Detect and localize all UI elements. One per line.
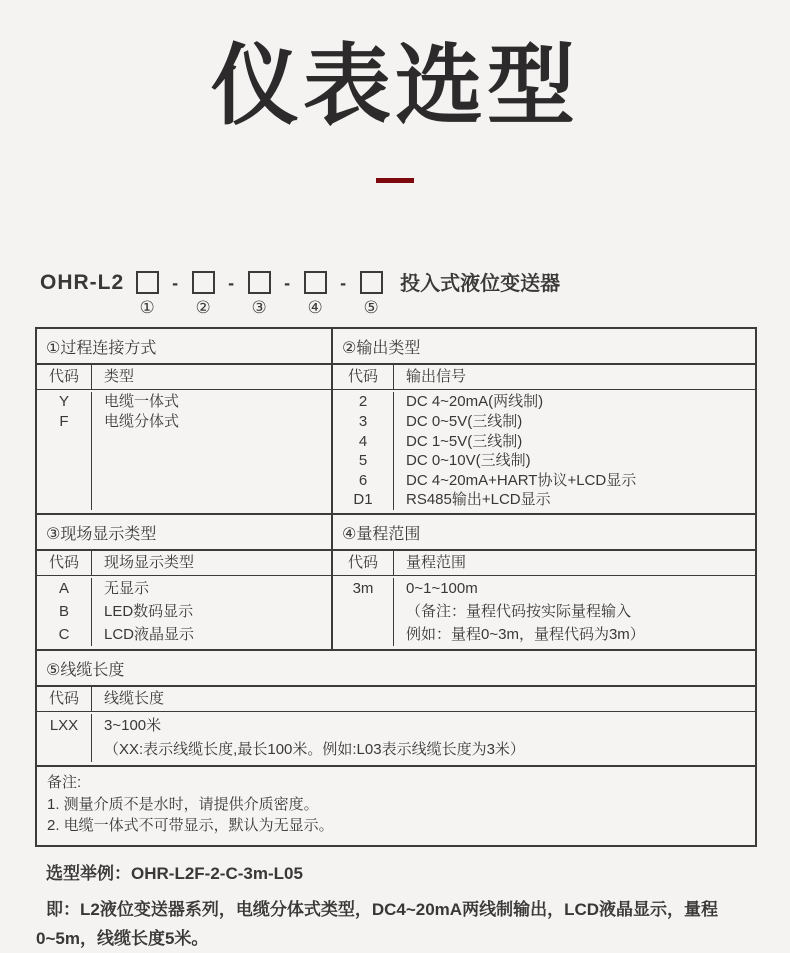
page-title: 仪表选型 bbox=[210, 36, 579, 135]
model-dash: - bbox=[284, 273, 291, 294]
value-column bbox=[92, 714, 755, 762]
col-header-code: 代码 bbox=[37, 687, 92, 711]
model-dash: - bbox=[228, 273, 235, 294]
code-cell: C bbox=[58, 625, 70, 643]
section-cable-length bbox=[37, 651, 755, 767]
value-cell: 3~100米 bbox=[104, 717, 162, 735]
value-cell: RS485输出+LCD显示 bbox=[406, 491, 551, 509]
value-cell: DC 0~10V(三线制) bbox=[406, 452, 531, 470]
value-cell: 无显示 bbox=[104, 579, 150, 597]
code-box-5 bbox=[360, 271, 383, 294]
value-cell: DC 4~20mA(两线制) bbox=[406, 393, 544, 411]
section-2-body bbox=[333, 390, 755, 513]
section-4-body bbox=[333, 576, 755, 649]
model-prefix: OHR-L2 bbox=[40, 271, 125, 295]
code-cell: D1 bbox=[353, 491, 373, 509]
code-cell: 3 bbox=[358, 412, 368, 430]
model-slot-1 bbox=[134, 271, 160, 317]
section-1-header: ①过程连接方式 bbox=[37, 329, 331, 365]
example-code-line bbox=[36, 862, 764, 886]
title-accent-dash bbox=[376, 178, 414, 183]
section-3-body bbox=[37, 576, 331, 649]
range-note-line: （备注：量程代码按实际量程输入 bbox=[406, 602, 632, 620]
model-code-line bbox=[40, 271, 790, 317]
example-label: 选型举例： bbox=[46, 863, 131, 883]
section-display-type bbox=[37, 515, 333, 649]
col-header-display: 现场显示类型 bbox=[104, 553, 195, 571]
table-band-1 bbox=[37, 329, 755, 515]
value-column bbox=[394, 578, 755, 646]
code-column bbox=[37, 714, 92, 762]
value-cell: LCD液晶显示 bbox=[104, 625, 195, 643]
code-box-4 bbox=[304, 271, 327, 294]
section-5-header: ⑤线缆长度 bbox=[37, 651, 755, 687]
section-4-header: ④量程范围 bbox=[333, 515, 755, 551]
code-cell: 2 bbox=[358, 393, 368, 411]
value-cell: 电缆分体式 bbox=[104, 412, 180, 430]
value-cell: 0~1~100m bbox=[406, 579, 478, 597]
value-cell: 电缆一体式 bbox=[104, 393, 180, 411]
code-column bbox=[37, 392, 92, 510]
col-header-code: 代码 bbox=[37, 365, 92, 389]
section-1-body bbox=[37, 390, 331, 513]
value-cell: DC 1~5V(三线制) bbox=[406, 432, 523, 450]
position-number-4: ④ bbox=[307, 298, 323, 318]
col-header-cable: 线缆长度 bbox=[104, 690, 165, 708]
section-1-col-headers bbox=[37, 365, 331, 390]
section-3-header: ③现场显示类型 bbox=[37, 515, 331, 551]
code-cell: 3m bbox=[352, 579, 374, 597]
model-slot-4 bbox=[302, 271, 328, 317]
col-header-signal: 输出信号 bbox=[406, 368, 467, 386]
code-box-2 bbox=[192, 271, 215, 294]
cable-note-line: （XX:表示线缆长度,最长100米。例如:L03表示线缆长度为3米） bbox=[104, 741, 525, 759]
value-cell: DC 0~5V(三线制) bbox=[406, 412, 523, 430]
model-slot-3 bbox=[246, 271, 272, 317]
code-cell: F bbox=[59, 412, 69, 430]
section-range bbox=[333, 515, 755, 649]
col-header-code: 代码 bbox=[333, 551, 394, 575]
section-2-col-headers bbox=[333, 365, 755, 390]
value-cell: DC 4~20mA+HART协议+LCD显示 bbox=[406, 471, 637, 489]
position-number-1: ① bbox=[139, 298, 155, 318]
position-number-3: ③ bbox=[251, 298, 267, 318]
section-5-col-headers bbox=[37, 687, 755, 712]
code-box-3 bbox=[248, 271, 271, 294]
position-number-2: ② bbox=[195, 298, 211, 318]
code-column bbox=[333, 578, 394, 646]
table-remark bbox=[37, 767, 755, 845]
section-process-connection bbox=[37, 329, 333, 513]
value-column bbox=[92, 578, 331, 646]
section-2-header: ②输出类型 bbox=[333, 329, 755, 365]
remark-title: 备注: bbox=[47, 774, 82, 792]
code-column bbox=[37, 578, 92, 646]
col-header-type: 类型 bbox=[104, 368, 135, 386]
code-column bbox=[333, 392, 394, 510]
section-3-col-headers bbox=[37, 551, 331, 576]
section-output-type bbox=[333, 329, 755, 513]
col-header-code: 代码 bbox=[333, 365, 394, 389]
col-header-range: 量程范围 bbox=[406, 553, 467, 571]
model-slot-5 bbox=[358, 271, 384, 317]
model-slot-2 bbox=[190, 271, 216, 317]
position-number-5: ⑤ bbox=[363, 298, 379, 318]
code-cell: Y bbox=[58, 393, 69, 411]
example-description: 即：L2液位变送器系列，电缆分体式类型，DC4~20mA两线制输出，LCD液晶显示，量程0~5m，线缆长度5米。 bbox=[36, 899, 719, 948]
range-note-line: 例如：量程0~3m，量程代码为3m） bbox=[406, 625, 645, 643]
selection-table bbox=[35, 327, 757, 846]
remark-line-1: 1. 测量介质不是水时，请提供介质密度。 bbox=[47, 795, 319, 813]
section-5-body bbox=[37, 712, 755, 765]
code-box-1 bbox=[136, 271, 159, 294]
code-cell: 4 bbox=[358, 432, 368, 450]
model-dash: - bbox=[172, 273, 179, 294]
section-4-col-headers bbox=[333, 551, 755, 576]
col-header-code: 代码 bbox=[37, 551, 92, 575]
remark-line-2: 2. 电缆一体式不可带显示，默认为无显示。 bbox=[47, 817, 334, 835]
value-column bbox=[394, 392, 755, 510]
value-cell: LED数码显示 bbox=[104, 602, 194, 620]
value-column bbox=[92, 392, 331, 510]
code-cell: 6 bbox=[358, 471, 368, 489]
code-cell: A bbox=[58, 579, 69, 597]
ordering-example bbox=[36, 862, 764, 953]
model-dash: - bbox=[340, 273, 347, 294]
code-cell: 5 bbox=[358, 452, 368, 470]
code-cell: B bbox=[58, 602, 69, 620]
table-band-2 bbox=[37, 515, 755, 651]
model-suffix: 投入式液位变送器 bbox=[400, 273, 561, 296]
example-code: OHR-L2F-2-C-3m-L05 bbox=[131, 863, 303, 883]
code-cell: LXX bbox=[49, 717, 79, 735]
